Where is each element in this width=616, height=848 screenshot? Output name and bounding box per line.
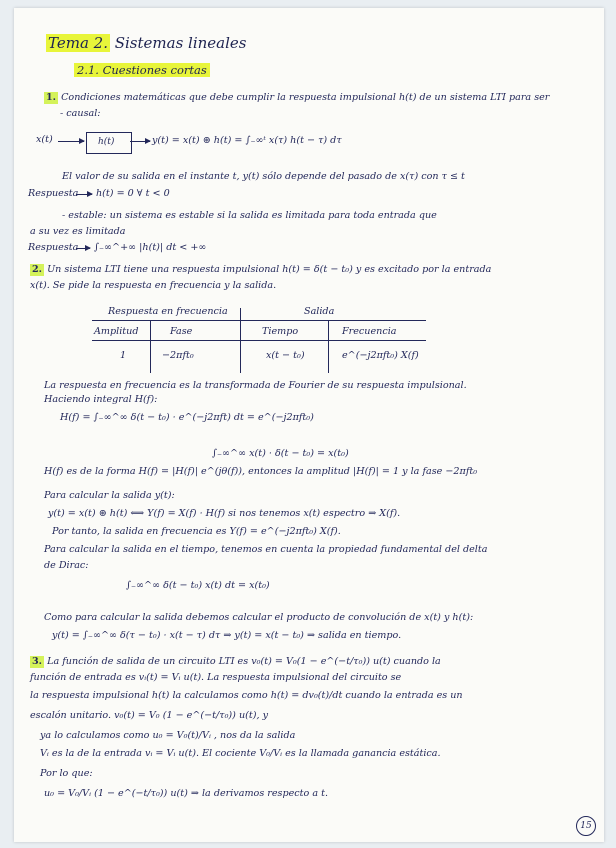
q2-line5: H(f) es de la forma H(f) = |H(f)| e^(jθ(f)), entonces la amplitud |H(f)| = 1 y la fase −2πft₀ — [44, 466, 478, 477]
q2-line10: de Dirac: — [44, 560, 89, 571]
input-label: x(t) — [36, 134, 53, 145]
q2-line12: y(t) = ∫₋∞^∞ δ(τ − t₀) · x(t − τ) dτ ⇒ y(t) = x(t − t₀) ⇒ salida en tiempo. — [52, 630, 402, 641]
q1-number: 1. — [46, 92, 57, 103]
q2-number: 2. — [32, 264, 43, 275]
table-header-right: Salida — [304, 306, 335, 317]
q3-line8: u₀ = V₀/Vᵢ (1 − e^(−t/τ₀)) u(t) ⇒ la derivamos respecto a t. — [44, 788, 329, 799]
q3-line3: la respuesta impulsional h(t) la calculamos como h(t) = dv₀(t)/dt cuando la entrada es un — [30, 690, 463, 701]
q1-resp2-label: Respuesta — [28, 242, 79, 253]
q3-line2: función de entrada es vᵢ(t) = Vᵢ u(t). La respuesta impulsional del circuito se — [30, 672, 402, 683]
notebook-page — [14, 8, 604, 842]
q2-line11: Como para calcular la salida debemos calcular el producto de convolución de x(t) y h(t): — [44, 612, 474, 623]
block-label: h(t) — [98, 137, 115, 147]
q3-text-1: La función de salida de un circuito LTI es v₀(t) = V₀(1 − e^(−t/τ₀)) u(t) cuando la — [47, 656, 441, 667]
col-frecuencia: Frecuencia — [342, 326, 397, 337]
page-title — [46, 34, 247, 52]
q3-number: 3. — [32, 656, 43, 667]
resp2-arrow — [76, 248, 90, 249]
q2-line7: y(t) = x(t) ⊛ h(t) ⟺ Y(f) = X(f) · H(f) si nos tenemos x(t) espectro ⇒ X(f). — [48, 508, 401, 519]
col-tiempo: Tiempo — [262, 326, 299, 337]
table-header-left: Respuesta en frecuencia — [108, 306, 228, 317]
q1-line3: El valor de su salida en el instante t, y(t) sólo depende del pasado de x(τ) con τ ≤ t — [62, 171, 465, 182]
table-vrule-3 — [328, 321, 329, 373]
page-number: 15 — [576, 816, 596, 836]
q1-text-1: Condiciones matemáticas que debe cumplir la respuesta impulsional h(t) de un sistema LTI para ser — [61, 92, 550, 103]
resp1-arrow — [76, 194, 92, 195]
q1-line1 — [44, 92, 549, 104]
cell-fase: −2πft₀ — [162, 350, 194, 361]
output-arrow — [130, 141, 150, 142]
q1-line4: - estable: un sistema es estable si la salida es limitada para toda entrada que — [62, 210, 437, 221]
input-arrow — [58, 141, 84, 142]
q2-text-1: Un sistema LTI tiene una respuesta impulsional h(t) = δ(t − t₀) y es excitado por la entrada — [47, 264, 492, 275]
q1-line2: - causal: — [60, 108, 101, 119]
q2-eq1: H(f) = ∫₋∞^∞ δ(t − t₀) · e^(−j2πft) dt = e^(−j2πft₀) — [60, 412, 314, 423]
q3-line5: ya lo calculamos como u₀ = V₀(t)/Vᵢ , nos da la salida — [40, 730, 296, 741]
q1-resp2: ∫₋∞^+∞ |h(t)| dt < +∞ — [94, 242, 207, 253]
title-text: Sistemas lineales — [109, 34, 247, 52]
col-amplitud: Amplitud — [94, 326, 139, 337]
tema-highlight: Tema 2. — [48, 34, 108, 52]
q2-line6: Para calcular la salida y(t): — [44, 490, 175, 501]
q2-line8: Por tanto, la salida en frecuencia es Y(f) = e^(−j2πft₀) X(f). — [52, 526, 341, 537]
table-rule-1 — [92, 320, 426, 321]
cell-tiempo: x(t − t₀) — [266, 350, 305, 361]
section-highlight: 2.1. Cuestiones cortas — [74, 63, 210, 77]
table-rule-2 — [92, 340, 426, 341]
cell-amplitud: 1 — [120, 350, 127, 361]
q3-line1 — [30, 656, 441, 668]
table-vrule-2 — [240, 308, 241, 373]
q2-line9: Para calcular la salida en el tiempo, tenemos en cuenta la propiedad fundamental del delta — [44, 544, 488, 555]
col-fase: Fase — [170, 326, 193, 337]
q2-line4: Haciendo integral H(f): — [44, 394, 158, 405]
q3-line6: Vᵢ es la de la entrada vᵢ = Vᵢ u(t). El cociente V₀/Vᵢ es la llamada ganancia estática. — [40, 748, 441, 759]
q2-line2: x(t). Se pide la respuesta en frecuencia y la salida. — [30, 280, 277, 291]
cell-frecuencia: e^(−j2πft₀) X(f) — [342, 350, 419, 361]
q1-resp1: h(t) = 0 ∀ t < 0 — [96, 188, 170, 199]
q2-line1 — [30, 264, 491, 276]
q1-resp1-label: Respuesta — [28, 188, 79, 199]
q2-eq1b: ∫₋∞^∞ x(t) · δ(t − t₀) = x(t₀) — [212, 448, 349, 459]
q2-line3: La respuesta en frecuencia es la transformada de Fourier de su respuesta impulsional. — [44, 380, 467, 391]
q2-eq2: ∫₋∞^∞ δ(t − t₀) x(t) dt = x(t₀) — [126, 580, 270, 591]
q1-line5: a su vez es limitada — [30, 226, 126, 237]
section-title — [74, 63, 210, 77]
table-vrule-1 — [150, 321, 151, 373]
q3-line4: escalón unitario. v₀(t) = V₀ (1 − e^(−t/τ₀)) u(t), y — [30, 710, 268, 721]
convolution-equation: y(t) = x(t) ⊛ h(t) = ∫₋∞ᵗ x(τ) h(t − τ) dτ — [152, 135, 342, 146]
q3-line7: Por lo que: — [40, 768, 93, 779]
